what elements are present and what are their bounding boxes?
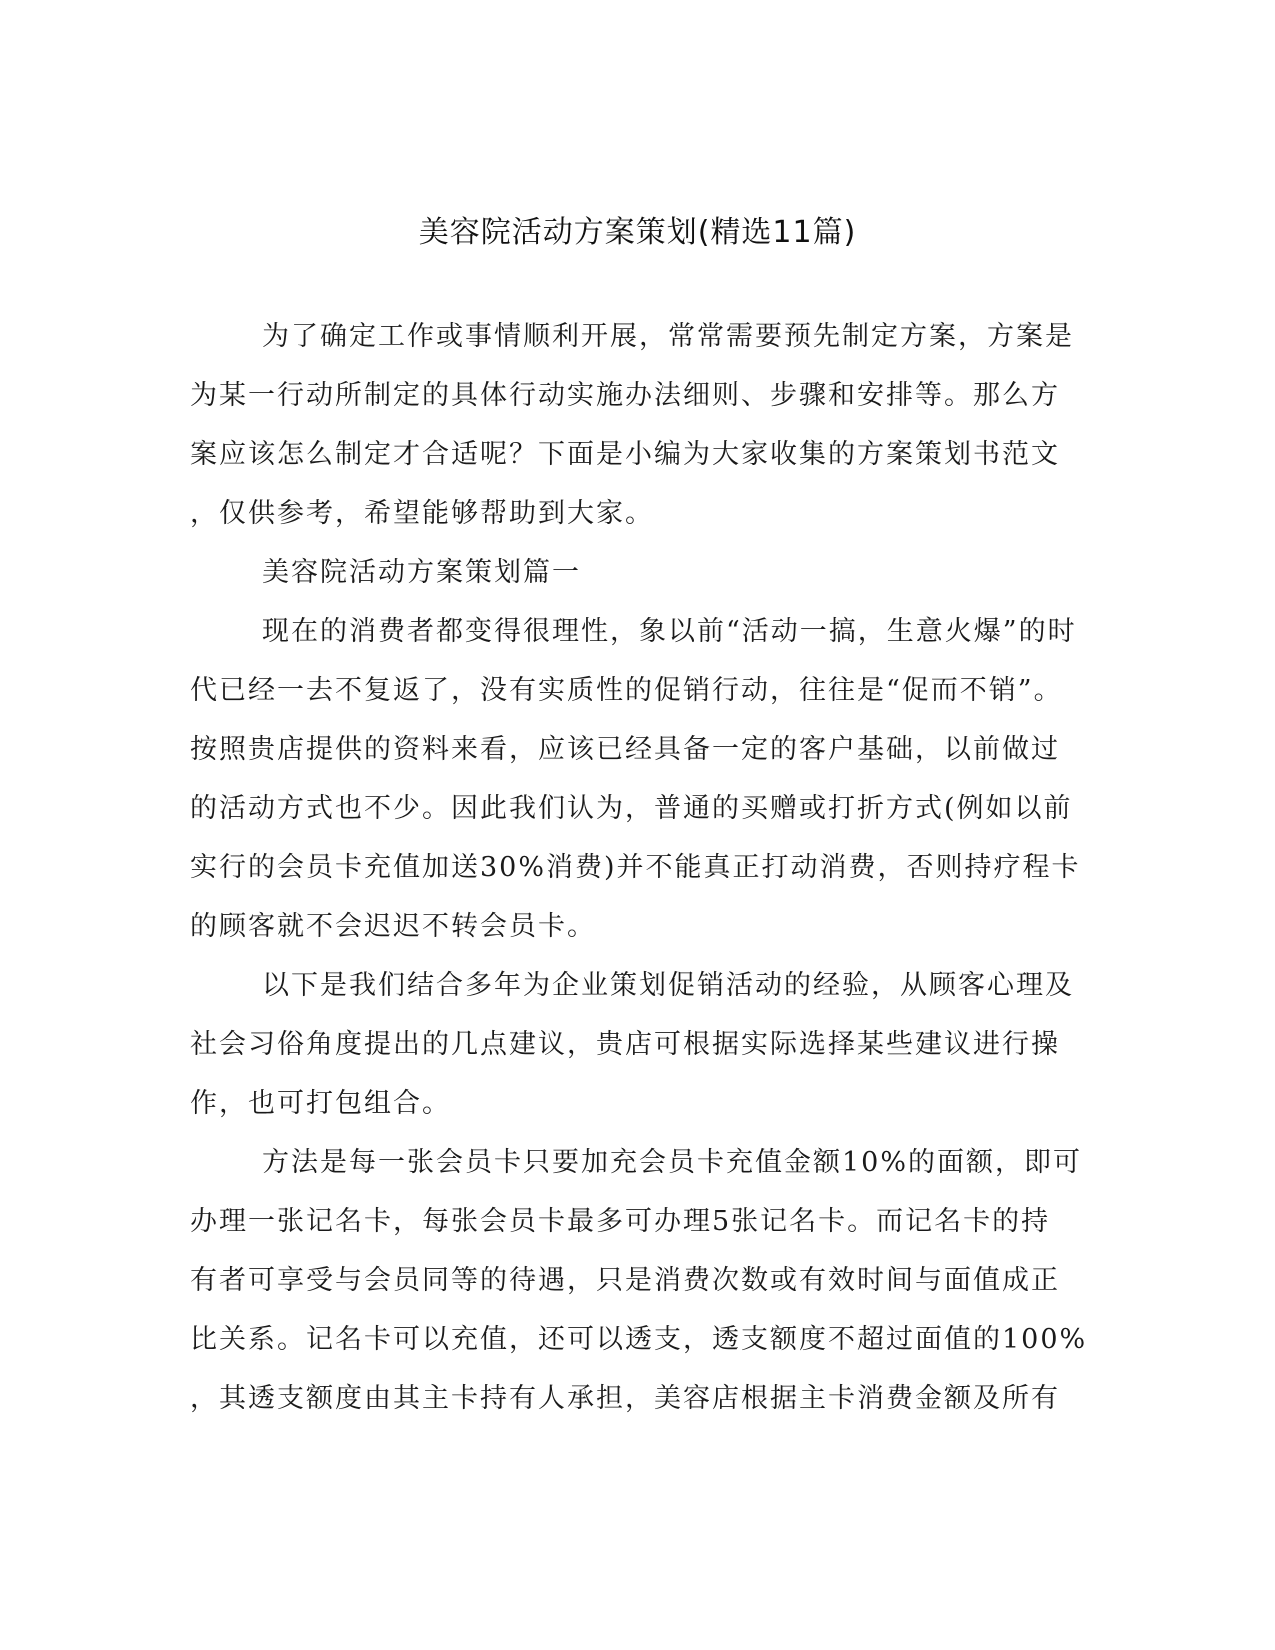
paragraph-line: 为某一行动所制定的具体行动实施办法细则、步骤和安排等。那么方 (190, 380, 1060, 411)
paragraph-line: 比关系。记名卡可以充值，还可以透支，透支额度不超过面值的100% (190, 1324, 1088, 1355)
paragraph-line: 社会习俗角度提出的几点建议，贵店可根据实际选择某些建议进行操 (190, 1029, 1060, 1060)
paragraph-line: 的活动方式也不少。因此我们认为，普通的买赠或打折方式(例如以前 (190, 793, 1073, 824)
paragraph-line: 实行的会员卡充值加送30%消费)并不能真正打动消费，否则持疗程卡 (190, 852, 1081, 883)
section-heading: 美容院活动方案策划篇一 (262, 557, 581, 588)
paragraph-line: 以下是我们结合多年为企业策划促销活动的经验，从顾客心理及 (262, 970, 1074, 1001)
paragraph-line: 按照贵店提供的资料来看，应该已经具备一定的客户基础，以前做过 (190, 734, 1060, 765)
paragraph-line: 为了确定工作或事情顺利开展，常常需要预先制定方案，方案是 (262, 321, 1074, 352)
paragraph-line: 代已经一去不复返了，没有实质性的促销行动，往往是“促而不销”。 (190, 675, 1063, 706)
paragraph-line: 现在的消费者都变得很理性，象以前“活动一搞，生意火爆”的时 (262, 616, 1077, 647)
document-title: 美容院活动方案策划(精选11篇) (418, 215, 857, 250)
paragraph-line: 方法是每一张会员卡只要加充会员卡充值金额10%的面额，即可 (262, 1147, 1083, 1178)
paragraph-line: 有者可享受与会员同等的待遇，只是消费次数或有效时间与面值成正 (190, 1265, 1060, 1296)
paragraph-line: 案应该怎么制定才合适呢？下面是小编为大家收集的方案策划书范文 (190, 439, 1060, 470)
paragraph-line: ，其透支额度由其主卡持有人承担，美容店根据主卡消费金额及所有 (190, 1383, 1060, 1414)
paragraph-line: 办理一张记名卡，每张会员卡最多可办理5张记名卡。而记名卡的持 (190, 1206, 1051, 1237)
paragraph-line: 作，也可打包组合。 (190, 1088, 451, 1119)
paragraph-line: ，仅供参考，希望能够帮助到大家。 (190, 498, 654, 529)
paragraph-line: 的顾客就不会迟迟不转会员卡。 (190, 911, 596, 942)
